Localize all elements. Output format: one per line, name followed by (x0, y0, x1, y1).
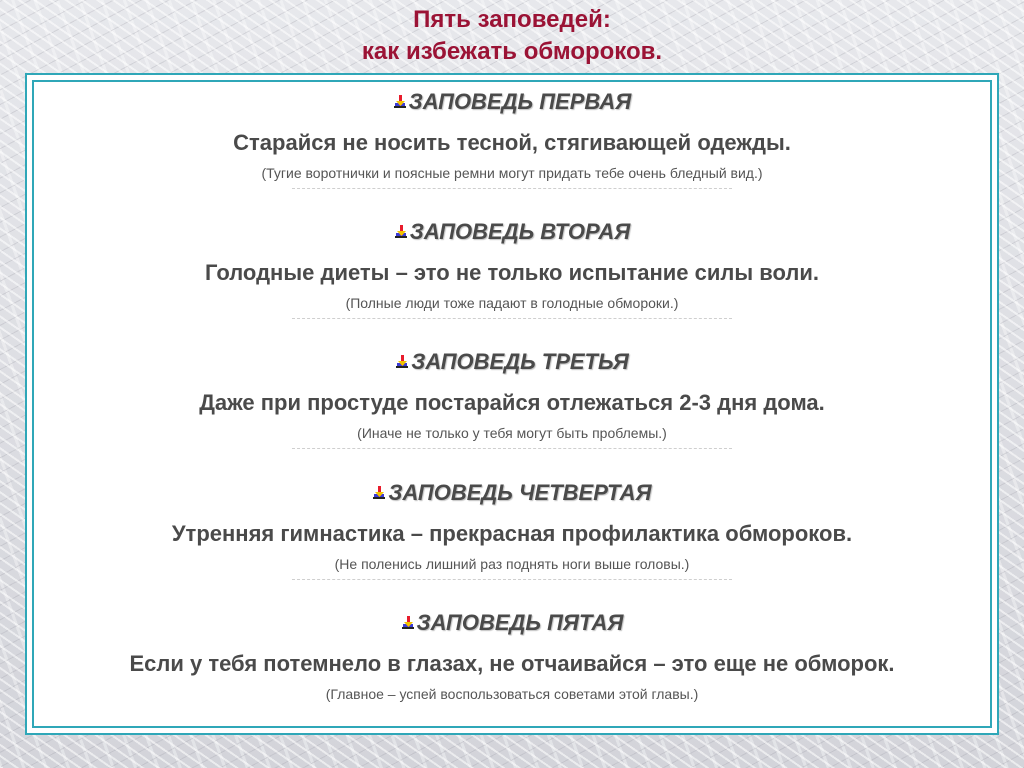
commandment-heading (395, 348, 629, 376)
commandment-note: (Не поленись лишний раз поднять ноги выше головы.) (334, 556, 690, 572)
commandment-heading-label: ЗАПОВЕДЬ ВТОРАЯ (409, 219, 631, 244)
commandment-5 (34, 609, 990, 703)
commandment-heading-label: ЗАПОВЕДЬ ПЯТАЯ (416, 610, 624, 635)
commandment-text: Голодные диеты – это не только испытание силы воли. (204, 260, 819, 285)
colored-arrow-bullet-icon (394, 224, 408, 240)
commandment-note: (Главное – успей воспользоваться советами этой главы.) (325, 686, 699, 702)
page-title (0, 4, 1024, 68)
commandment-3 (34, 348, 990, 449)
colored-arrow-bullet-icon (395, 354, 409, 370)
commandment-heading (394, 218, 631, 246)
commandment-heading-label: ЗАПОВЕДЬ ЧЕТВЕРТАЯ (388, 480, 652, 505)
commandment-text: Даже при простуде постарайся отлежаться 2-3 дня дома. (199, 390, 825, 415)
commandment-4 (34, 479, 990, 580)
colored-arrow-bullet-icon (372, 485, 386, 501)
commandment-heading (372, 479, 651, 507)
commandment-note: (Иначе не только у тебя могут быть проблемы.) (357, 425, 667, 441)
colored-arrow-bullet-icon (401, 615, 415, 631)
commandment-note: (Полные люди тоже падают в голодные обмороки.) (345, 295, 679, 311)
divider (292, 188, 732, 189)
divider (292, 579, 732, 580)
title-line-1: Пять заповедей: (413, 6, 611, 33)
divider (292, 318, 732, 319)
commandment-heading (401, 609, 624, 637)
commandment-note: (Тугие воротнички и поясные ремни могут придать тебе очень бледный вид.) (261, 165, 763, 181)
commandment-1 (34, 88, 990, 189)
colored-arrow-bullet-icon (393, 94, 407, 110)
commandment-heading-label: ЗАПОВЕДЬ ТРЕТЬЯ (411, 349, 629, 374)
divider (292, 448, 732, 449)
content-panel (32, 80, 992, 728)
commandment-text: Старайся не носить тесной, стягивающей одежды. (233, 130, 791, 155)
commandment-heading (393, 88, 632, 116)
content-frame (25, 73, 999, 735)
commandment-text: Утренняя гимнастика – прекрасная профилактика обмороков. (171, 521, 853, 546)
commandment-2 (34, 218, 990, 319)
title-line-2: как избежать обмороков. (361, 38, 663, 65)
commandment-text: Если у тебя потемнело в глазах, не отчаивайся – это еще не обморок. (129, 651, 895, 676)
commandment-heading-label: ЗАПОВЕДЬ ПЕРВАЯ (408, 89, 632, 114)
